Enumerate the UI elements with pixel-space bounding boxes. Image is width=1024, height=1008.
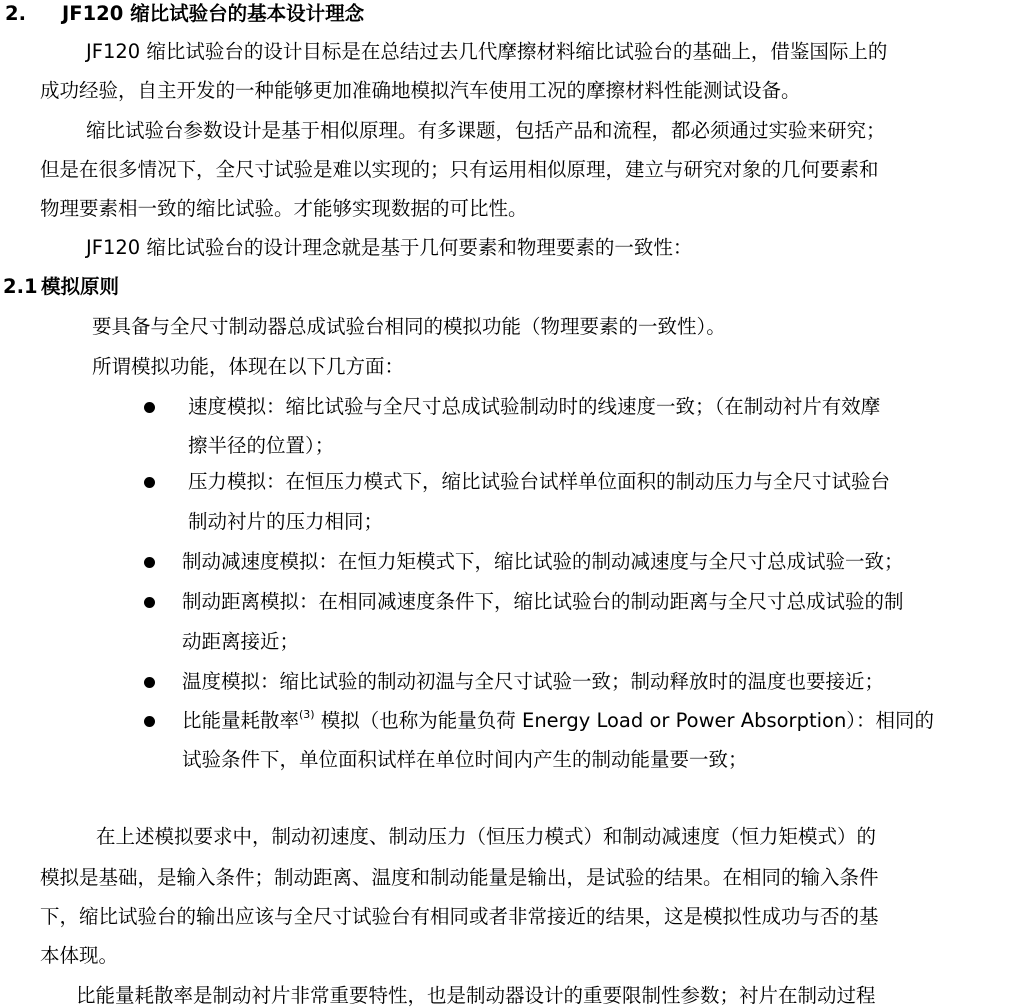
- bullet-dot: [144, 557, 155, 568]
- bullet-text: 模拟（也称为能量负荷 Energy Load or Power Absorption）：相同的: [314, 709, 935, 732]
- section-title-2-1: [41, 275, 119, 299]
- paragraph-line: 模拟是基础，是输入条件；制动距离、温度和制动能量是输出，是试验的结果。在相同的输入条件: [40, 866, 879, 889]
- paragraph-line: 要具备与全尺寸制动器总成试验台相同的模拟功能（物理要素的一致性）。: [92, 315, 726, 338]
- paragraph-line: 但是在很多情况下，全尺寸试验是难以实现的；只有运用相似原理，建立与研究对象的几何要素和: [40, 158, 879, 181]
- bullet-text: 比能量耗散率: [182, 709, 300, 732]
- paragraph-line: JF120 缩比试验台的设计理念就是基于几何要素和物理要素的一致性：: [86, 236, 693, 259]
- bullet-line: 试验条件下，单位面积试样在单位时间内产生的制动能量要一致；: [182, 748, 748, 771]
- section-title-text: JF120 缩比试验台的基本设计理念: [62, 2, 365, 25]
- bullet-dot: [144, 716, 155, 727]
- bullet-dot: [144, 597, 155, 608]
- paragraph-line: 缩比试验台参数设计是基于相似原理。有多课题，包括产品和流程，都必须通过实验来研究；: [86, 119, 886, 142]
- bullet-dot: [144, 477, 155, 488]
- bullet-line: 压力模拟：在恒压力模式下，缩比试验台试样单位面积的制动压力与全尺寸试验台: [188, 470, 891, 493]
- bullet-line: 温度模拟：缩比试验的制动初温与全尺寸试验一致；制动释放时的温度也要接近；: [182, 670, 885, 693]
- paragraph-line: 下，缩比试验台的输出应该与全尺寸试验台有相同或者非常接近的结果，这是模拟性成功与否的基: [40, 905, 879, 928]
- paragraph-line: 在上述模拟要求中，制动初速度、制动压力（恒压力模式）和制动减速度（恒力矩模式）的: [96, 825, 877, 848]
- bullet-line: 制动衬片的压力相同；: [188, 510, 384, 533]
- section-title-text: 模拟原则: [41, 275, 120, 298]
- bullet-line: [182, 709, 934, 733]
- section-number: 2.: [5, 2, 26, 25]
- bullet-line: 擦半径的位置）；: [188, 434, 335, 457]
- paragraph-line: 物理要素相一致的缩比试验。才能够实现数据的可比性。: [40, 197, 528, 220]
- citation-ref: (3): [299, 708, 315, 721]
- paragraph-line: 成功经验，自主开发的一种能够更加准确地模拟汽车使用工况的摩擦材料性能测试设备。: [40, 79, 801, 102]
- section-heading-2: [5, 2, 26, 26]
- bullet-line: 制动距离模拟：在相同减速度条件下，缩比试验台的制动距离与全尺寸总成试验的制: [182, 590, 904, 613]
- bullet-line: 制动减速度模拟：在恒力矩模式下，缩比试验的制动减速度与全尺寸总成试验一致；: [182, 550, 904, 573]
- section-heading-2-1: [3, 275, 38, 299]
- paragraph-line: JF120 缩比试验台的设计目标是在总结过去几代摩擦材料缩比试验台的基础上，借鉴国际上的: [86, 40, 888, 63]
- bullet-dot: [144, 677, 155, 688]
- paragraph-line: 所谓模拟功能，体现在以下几方面：: [92, 355, 405, 378]
- bullet-line: 动距离接近；: [182, 630, 300, 653]
- paragraph-line: 本体现。: [40, 944, 119, 967]
- section-number: 2.1: [3, 275, 38, 298]
- section-title-2: [62, 2, 364, 26]
- paragraph-line: 比能量耗散率是制动衬片非常重要特性，也是制动器设计的重要限制性参数；衬片在制动过程: [76, 984, 876, 1007]
- bullet-dot: [144, 402, 155, 413]
- bullet-line: 速度模拟：缩比试验与全尺寸总成试验制动时的线速度一致；（在制动衬片有效摩: [188, 395, 881, 418]
